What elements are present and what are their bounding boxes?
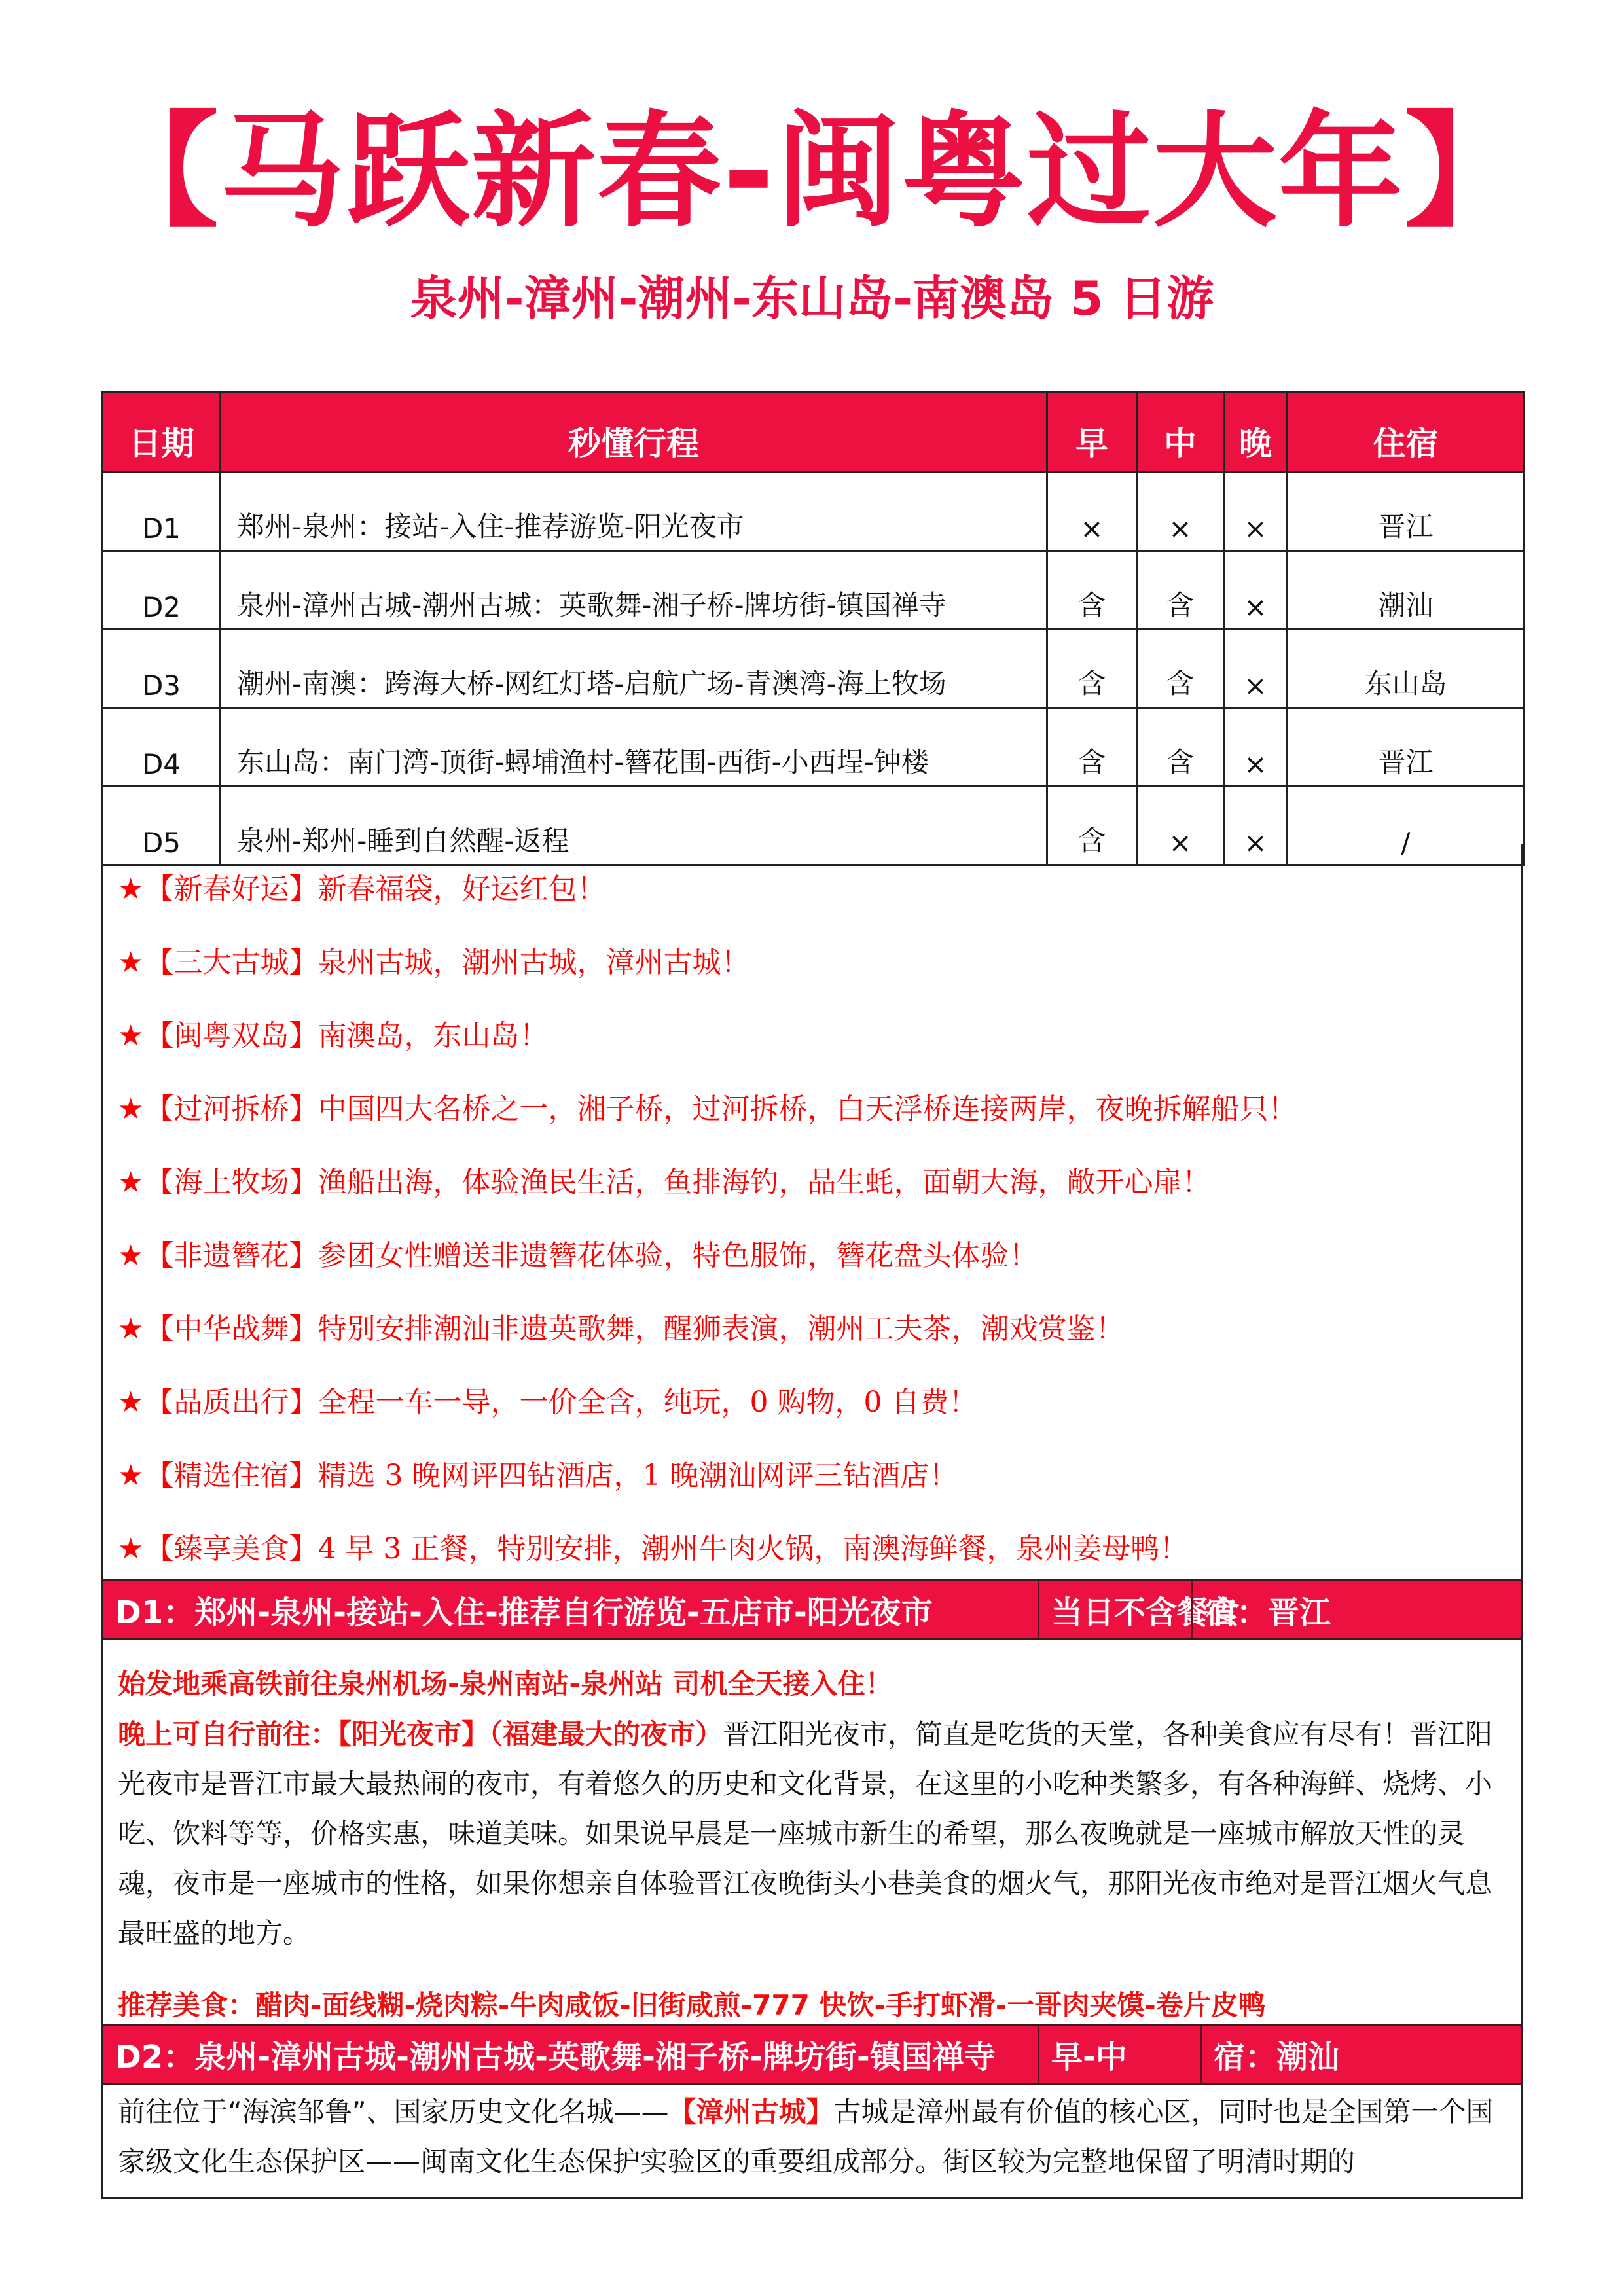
- col-header-dinner: 晚: [1224, 393, 1288, 473]
- breakfast-cell: ×: [1047, 473, 1137, 551]
- lodging-cell: 晋江: [1288, 708, 1525, 787]
- highlight-text: 精选 3 晚网评四钻酒店，1 晚潮汕网评三钻酒店！: [317, 1459, 958, 1492]
- dinner-cell: ×: [1224, 551, 1288, 630]
- day-cell: D3: [103, 630, 221, 708]
- lunch-cell: 含: [1137, 630, 1224, 708]
- highlight-text: 泉州古城，潮州古城，漳州古城！: [317, 946, 750, 979]
- day2-header: [101, 2024, 1523, 2085]
- page-bottom-border: [101, 2197, 1523, 2199]
- star-icon: ★: [118, 1386, 144, 1419]
- table-row: [103, 551, 1525, 630]
- route-cell: 郑州-泉州：接站-入住-推荐游览-阳光夜市: [221, 473, 1047, 551]
- highlight-tag: 【闽粤双岛】: [145, 1019, 318, 1052]
- breakfast-cell: 含: [1047, 787, 1137, 865]
- day2-title: D2：泉州-漳州古城-潮州古城-英歌舞-湘子桥-牌坊街-镇国禅寺: [115, 2039, 996, 2075]
- star-icon: ★: [118, 872, 144, 906]
- highlight-tag: 【海上牧场】: [145, 1166, 318, 1199]
- breakfast-cell: 含: [1047, 551, 1137, 630]
- lodging-cell: /: [1288, 787, 1525, 865]
- day-cell: D5: [103, 787, 221, 865]
- breakfast-cell: 含: [1047, 630, 1137, 708]
- food-label: 推荐美食：: [118, 1989, 256, 2021]
- highlight-item: [118, 1239, 1038, 1272]
- day1-body: [101, 1640, 1523, 2024]
- lunch-cell: 含: [1137, 551, 1224, 630]
- food-list: 醋肉-面线糊-烧肉粽-牛肉咸饭-旧街咸煎-777 快饮-手打虾滑-一哥肉夹馍-卷片皮鸭: [255, 1989, 1266, 2021]
- highlight-tag: 【中华战舞】: [145, 1312, 318, 1346]
- highlight-text: 南澳岛，东山岛！: [317, 1019, 549, 1052]
- route-cell: 东山岛：南门湾-顶街-蟳埔渔村-簪花围-西街-小西埕-钟楼: [221, 708, 1047, 787]
- lunch-cell: 含: [1137, 708, 1224, 787]
- highlight-text: 4 早 3 正餐，特别安排，潮州牛肉火锅，南澳海鲜餐，泉州姜母鸭！: [317, 1532, 1189, 1566]
- dinner-cell: ×: [1224, 787, 1288, 865]
- col-header-lodging: 住宿: [1288, 393, 1525, 473]
- page-subtitle: 泉州-漳州-潮州-东山岛-南澳岛 5 日游: [410, 271, 1214, 326]
- lodging-cell: 晋江: [1288, 473, 1525, 551]
- day2-highlight: 【漳州古城】: [668, 2096, 834, 2128]
- highlight-item: [118, 1312, 1125, 1346]
- highlight-item: [118, 1532, 1189, 1566]
- day1-food: [118, 1984, 1266, 2023]
- day2-meals: 早-中: [1038, 2026, 1200, 2083]
- highlight-text: 新春福袋，好运红包！: [317, 872, 606, 906]
- star-icon: ★: [118, 1459, 144, 1492]
- highlight-tag: 【品质出行】: [145, 1386, 318, 1419]
- highlight-item: [118, 872, 606, 906]
- day2-body: [101, 2085, 1523, 2198]
- day2-body-post: 古城是漳州最有价值的核心区，同时也是全国第一个国家级文化生态保护区——闽南文化生态保护实验区的重要组成部分。街区较为完整地保留了明清时期的: [118, 2096, 1494, 2178]
- star-icon: ★: [118, 1019, 144, 1052]
- highlight-text: 渔船出海，体验渔民生活，鱼排海钓，品生蚝，面朝大海，敞开心扉！: [317, 1166, 1211, 1199]
- star-icon: ★: [118, 1166, 144, 1199]
- day2-lodging: 宿：潮汕: [1200, 2026, 1521, 2083]
- page-title: 【马跃新春-闽粤过大年】: [94, 99, 1530, 244]
- highlight-tag: 【三大古城】: [145, 946, 318, 979]
- star-icon: ★: [118, 1092, 144, 1126]
- day1-description: [118, 1710, 1507, 1958]
- day1-lead: 始发地乘高铁前往泉州机场-泉州南站-泉州站 司机全天接入住！: [118, 1668, 893, 1700]
- lunch-cell: ×: [1137, 473, 1224, 551]
- lodging-cell: 潮汕: [1288, 551, 1525, 630]
- breakfast-cell: 含: [1047, 708, 1137, 787]
- highlight-item: [118, 1019, 549, 1052]
- highlight-item: [118, 1459, 958, 1492]
- day1-body-text: 晋江阳光夜市，简直是吃货的天堂，各种美食应有尽有！晋江阳光夜市是晋江市最大最热闹的夜市，有着悠久的历史和文化背景，在这里的小吃种类繁多，有各种海鲜、烧烤、小吃、饮料等等，价格实惠，味道美味。如果说早晨是一座城市新生的希望，那么夜晚就是一座城市解放天性的灵魂，夜市是一座城市的性格，如果你想亲自体验晋江夜晚街头小巷美食的烟火气，那阳光夜市绝对是晋江烟火气息最旺盛的地方。: [118, 1718, 1493, 1949]
- highlight-tag: 【过河拆桥】: [145, 1092, 318, 1126]
- star-icon: ★: [118, 1239, 144, 1272]
- star-icon: ★: [118, 1312, 144, 1346]
- route-cell: 泉州-郑州-睡到自然醒-返程: [221, 787, 1047, 865]
- day2-body-pre: 前往位于“海滨邹鲁”、国家历史文化名城——: [118, 2096, 669, 2128]
- lunch-cell: ×: [1137, 787, 1224, 865]
- dinner-cell: ×: [1224, 630, 1288, 708]
- day-cell: D2: [103, 551, 221, 630]
- highlight-text: 中国四大名桥之一，湘子桥，过河拆桥，白天浮桥连接两岸，夜晚拆解船只！: [317, 1092, 1297, 1126]
- itinerary-table: [101, 391, 1525, 866]
- star-icon: ★: [118, 1532, 144, 1566]
- route-cell: 泉州-漳州古城-潮州古城：英歌舞-湘子桥-牌坊街-镇国禅寺: [221, 551, 1047, 630]
- route-cell: 潮州-南澳：跨海大桥-网红灯塔-启航广场-青澳湾-海上牧场: [221, 630, 1047, 708]
- col-header-route: 秒懂行程: [221, 393, 1047, 473]
- highlight-text: 特别安排潮汕非遗英歌舞，醒狮表演，潮州工夫茶，潮戏赏鉴！: [317, 1312, 1125, 1346]
- highlight-item: [118, 1388, 977, 1417]
- col-header-date: 日期: [103, 393, 221, 473]
- day1-intro: 晚上可自行前往：【阳光夜市】（福建最大的夜市）: [118, 1718, 723, 1750]
- dinner-cell: ×: [1224, 473, 1288, 551]
- dinner-cell: ×: [1224, 708, 1288, 787]
- highlight-item: [118, 948, 749, 977]
- col-header-lunch: 中: [1137, 393, 1224, 473]
- highlight-text: 全程一车一导，一价全含，纯玩，0 购物，0 自费！: [317, 1386, 978, 1419]
- table-row: [103, 630, 1525, 708]
- highlight-item: [118, 1092, 1297, 1126]
- day2-description: [118, 2087, 1507, 2187]
- highlight-item: [118, 1168, 1210, 1197]
- table-row: [103, 708, 1525, 787]
- col-header-breakfast: 早: [1047, 393, 1137, 473]
- day1-lodging: 宿：晋江: [1191, 1581, 1521, 1638]
- day1-title: D1：郑州-泉州-接站-入住-推荐自行游览-五店市-阳光夜市: [115, 1594, 933, 1631]
- table-header-row: [103, 393, 1525, 473]
- day1-header: [101, 1579, 1523, 1640]
- highlights-section: [101, 844, 1523, 1579]
- lodging-cell: 东山岛: [1288, 630, 1525, 708]
- day-cell: D4: [103, 708, 221, 787]
- table-row: [103, 473, 1525, 551]
- highlight-tag: 【精选住宿】: [145, 1459, 318, 1492]
- star-icon: ★: [118, 946, 144, 979]
- highlight-tag: 【非遗簪花】: [145, 1239, 318, 1272]
- highlight-tag: 【臻享美食】: [145, 1532, 318, 1566]
- highlight-text: 参团女性赠送非遗簪花体验，特色服饰，簪花盘头体验！: [317, 1239, 1038, 1272]
- day1-meals: 当日不含餐食: [1038, 1581, 1191, 1638]
- highlight-tag: 【新春好运】: [145, 872, 318, 906]
- day-cell: D1: [103, 473, 221, 551]
